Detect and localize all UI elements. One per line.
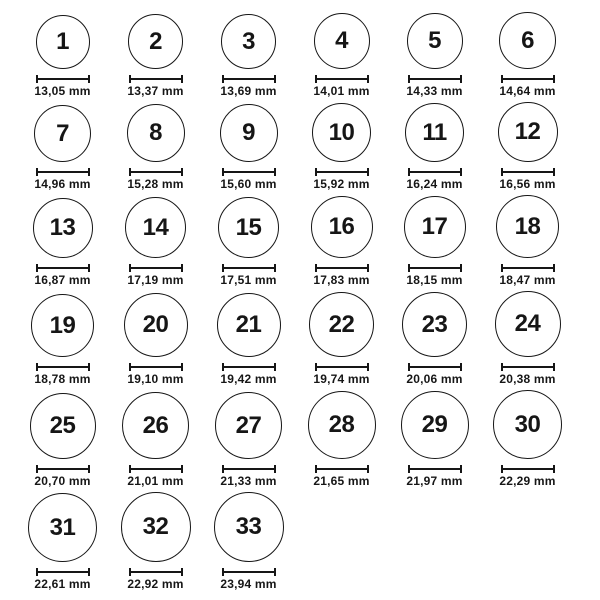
diameter-label: 16,24 mm <box>406 177 463 191</box>
ring-size-circle <box>311 196 373 258</box>
ring-size-cell <box>388 196 481 291</box>
ring-size-cell <box>16 198 109 291</box>
ring-size-circle <box>402 292 467 357</box>
diameter-label: 14,96 mm <box>34 177 91 191</box>
chart-rows <box>16 12 600 595</box>
ring-size-cell <box>388 292 481 390</box>
ring-size-number: 9 <box>242 119 255 146</box>
ring-size-number: 7 <box>56 119 69 147</box>
ring-size-cell <box>16 105 109 195</box>
diameter-measure-line <box>129 465 183 473</box>
chart-row <box>16 12 600 102</box>
diameter-label: 16,87 mm <box>34 273 91 287</box>
ring-size-circle <box>401 391 469 459</box>
ring-size-cell <box>295 292 388 390</box>
ring-size-number: 17 <box>421 213 448 240</box>
diameter-measure-line <box>129 168 183 176</box>
diameter-measure-line <box>315 465 369 473</box>
ring-size-cell <box>388 13 481 102</box>
chart-row <box>16 102 600 195</box>
ring-size-cell <box>202 14 295 102</box>
diameter-measure-line <box>36 168 90 176</box>
ring-size-number: 19 <box>49 311 76 339</box>
diameter-label: 19,42 mm <box>220 372 277 386</box>
diameter-measure-line <box>408 363 462 371</box>
diameter-label: 19,10 mm <box>127 372 184 386</box>
ring-size-number: 30 <box>514 410 541 438</box>
diameter-label: 15,60 mm <box>220 177 277 191</box>
ring-size-number: 31 <box>49 513 76 541</box>
diameter-label: 21,97 mm <box>406 474 463 488</box>
ring-size-circle <box>125 197 186 258</box>
ring-size-cell <box>109 104 202 195</box>
chart-row <box>16 390 600 492</box>
ring-size-cell <box>109 293 202 390</box>
ring-size-circle <box>217 293 281 357</box>
ring-size-number: 8 <box>149 119 162 146</box>
diameter-label: 17,83 mm <box>313 273 370 287</box>
diameter-measure-line <box>501 363 555 371</box>
ring-size-circle <box>31 294 94 357</box>
ring-size-number: 25 <box>49 412 76 439</box>
ring-size-circle <box>218 197 279 258</box>
diameter-label: 15,28 mm <box>127 177 184 191</box>
ring-size-cell <box>481 390 574 492</box>
ring-size-cell <box>16 15 109 102</box>
diameter-measure-line <box>315 168 369 176</box>
diameter-measure-line <box>222 363 276 371</box>
ring-size-cell <box>109 492 202 595</box>
diameter-label: 14,01 mm <box>313 84 370 98</box>
diameter-label: 14,64 mm <box>499 84 556 98</box>
diameter-measure-line <box>36 363 90 371</box>
ring-size-number: 26 <box>142 411 169 439</box>
diameter-measure-line <box>36 465 90 473</box>
ring-size-number: 27 <box>235 411 262 439</box>
ring-size-cell <box>295 103 388 195</box>
ring-size-cell <box>202 492 295 595</box>
diameter-label: 23,94 mm <box>220 577 277 591</box>
ring-size-cell <box>16 393 109 492</box>
ring-size-cell <box>202 392 295 492</box>
ring-size-cell <box>109 14 202 102</box>
diameter-measure-line <box>222 264 276 272</box>
diameter-label: 18,47 mm <box>499 273 556 287</box>
ring-size-cell <box>295 196 388 291</box>
diameter-measure-line <box>36 568 90 576</box>
ring-size-circle <box>405 103 464 162</box>
ring-size-circle <box>34 105 91 162</box>
ring-size-number: 23 <box>421 310 448 338</box>
ring-size-number: 32 <box>142 513 169 540</box>
diameter-label: 20,38 mm <box>499 372 556 386</box>
diameter-measure-line <box>408 465 462 473</box>
ring-size-number: 2 <box>149 27 162 55</box>
ring-size-cell <box>202 197 295 291</box>
diameter-measure-line <box>129 363 183 371</box>
diameter-measure-line <box>36 75 90 83</box>
ring-size-circle <box>499 12 556 69</box>
ring-size-number: 33 <box>235 513 262 540</box>
ring-size-cell <box>481 102 574 195</box>
diameter-measure-line <box>408 168 462 176</box>
ring-size-circle <box>496 195 559 258</box>
ring-size-cell <box>109 392 202 492</box>
ring-size-number: 14 <box>142 213 169 241</box>
diameter-label: 14,33 mm <box>406 84 463 98</box>
diameter-label: 18,15 mm <box>406 273 463 287</box>
ring-size-circle <box>28 493 97 562</box>
ring-size-number: 10 <box>328 118 355 146</box>
ring-size-number: 3 <box>242 27 255 55</box>
ring-size-circle <box>215 392 282 459</box>
diameter-label: 13,05 mm <box>34 84 91 98</box>
chart-row <box>16 492 600 595</box>
ring-size-circle <box>498 102 558 162</box>
diameter-label: 15,92 mm <box>313 177 370 191</box>
diameter-measure-line <box>315 264 369 272</box>
diameter-label: 21,01 mm <box>127 474 184 488</box>
ring-size-number: 24 <box>514 310 541 337</box>
ring-size-circle <box>33 198 93 258</box>
ring-size-circle <box>214 492 284 562</box>
ring-size-circle <box>124 293 188 357</box>
diameter-label: 13,69 mm <box>220 84 277 98</box>
diameter-label: 17,51 mm <box>220 273 277 287</box>
ring-size-cell <box>202 104 295 195</box>
diameter-measure-line <box>408 264 462 272</box>
diameter-measure-line <box>501 168 555 176</box>
ring-size-cell <box>481 291 574 390</box>
diameter-label: 17,19 mm <box>127 273 184 287</box>
diameter-measure-line <box>129 264 183 272</box>
ring-size-number: 4 <box>335 27 348 54</box>
diameter-label: 22,92 mm <box>127 577 184 591</box>
ring-size-number: 22 <box>328 310 355 338</box>
ring-size-number: 15 <box>235 213 262 241</box>
ring-size-number: 6 <box>521 26 534 54</box>
diameter-measure-line <box>129 568 183 576</box>
diameter-label: 21,65 mm <box>313 474 370 488</box>
ring-size-circle <box>122 392 189 459</box>
ring-size-circle <box>312 103 371 162</box>
ring-size-cell <box>16 294 109 390</box>
diameter-measure-line <box>36 264 90 272</box>
ring-size-cell <box>109 197 202 291</box>
diameter-measure-line <box>222 168 276 176</box>
ring-size-number: 13 <box>49 214 76 241</box>
ring-size-circle <box>127 104 185 162</box>
diameter-label: 18,78 mm <box>34 372 91 386</box>
ring-size-circle <box>495 291 561 357</box>
diameter-measure-line <box>222 75 276 83</box>
ring-size-circle <box>314 13 370 69</box>
ring-size-circle <box>221 14 276 69</box>
diameter-label: 22,61 mm <box>34 577 91 591</box>
ring-size-circle <box>493 390 562 459</box>
ring-size-circle <box>308 391 376 459</box>
diameter-label: 13,37 mm <box>127 84 184 98</box>
ring-size-number: 5 <box>428 27 441 54</box>
diameter-label: 20,06 mm <box>406 372 463 386</box>
chart-row <box>16 291 600 390</box>
ring-size-cell <box>481 195 574 291</box>
ring-size-circle <box>404 196 466 258</box>
ring-size-circle <box>36 15 90 69</box>
diameter-label: 22,29 mm <box>499 474 556 488</box>
ring-size-cell <box>388 391 481 492</box>
ring-size-number: 28 <box>328 411 355 438</box>
ring-size-cell <box>295 13 388 102</box>
ring-size-number: 20 <box>142 311 169 338</box>
ring-size-circle <box>407 13 463 69</box>
ring-size-number: 1 <box>56 28 69 55</box>
diameter-measure-line <box>222 568 276 576</box>
diameter-label: 19,74 mm <box>313 372 370 386</box>
ring-size-cell <box>16 493 109 595</box>
chart-row <box>16 195 600 291</box>
ring-size-number: 29 <box>421 411 448 438</box>
diameter-measure-line <box>315 363 369 371</box>
diameter-label: 21,33 mm <box>220 474 277 488</box>
ring-size-cell <box>481 12 574 102</box>
ring-size-circle <box>220 104 278 162</box>
diameter-measure-line <box>501 264 555 272</box>
diameter-label: 20,70 mm <box>34 474 91 488</box>
diameter-measure-line <box>408 75 462 83</box>
diameter-label: 16,56 mm <box>499 177 556 191</box>
ring-size-circle <box>30 393 96 459</box>
ring-size-number: 18 <box>514 212 541 240</box>
ring-size-number: 21 <box>235 311 262 338</box>
ring-size-cell <box>295 391 388 492</box>
ring-size-number: 11 <box>422 118 447 146</box>
ring-size-circle <box>128 14 183 69</box>
diameter-measure-line <box>501 75 555 83</box>
ring-size-circle <box>309 292 374 357</box>
ring-size-number: 12 <box>514 118 541 145</box>
ring-size-circle <box>121 492 191 562</box>
diameter-measure-line <box>129 75 183 83</box>
ring-size-cell <box>388 103 481 195</box>
ring-size-cell <box>202 293 295 390</box>
diameter-measure-line <box>315 75 369 83</box>
diameter-measure-line <box>501 465 555 473</box>
ring-size-number: 16 <box>328 213 355 240</box>
diameter-measure-line <box>222 465 276 473</box>
